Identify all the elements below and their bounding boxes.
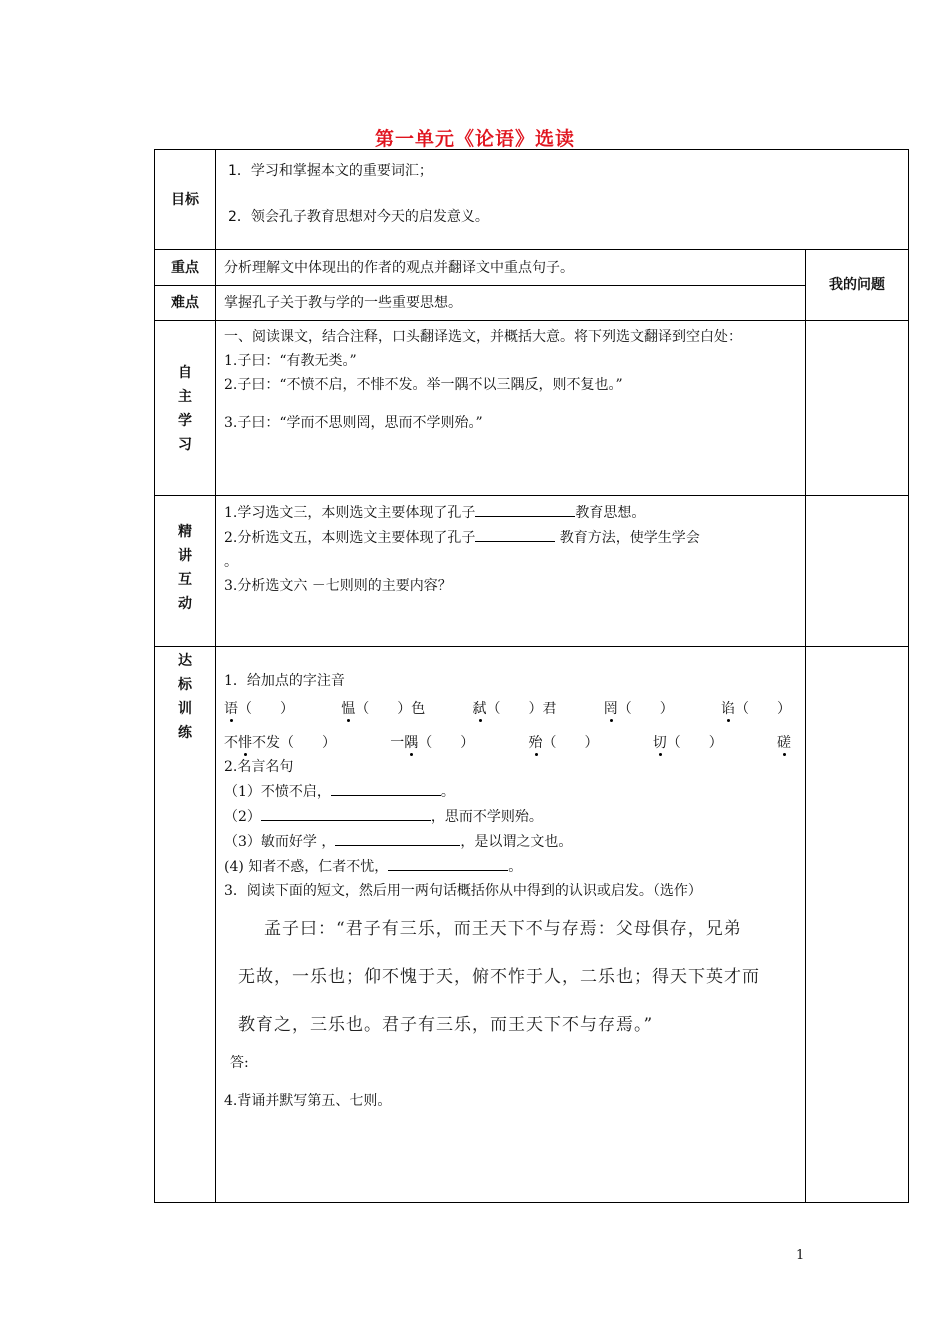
question-cell-2 — [806, 496, 909, 647]
question-cell-1 — [806, 321, 909, 496]
passage-line-2: 无故，一乐也；仰不愧于天，俯不怍于人，二乐也；得天下英才而 — [238, 967, 760, 987]
difficulty-label: 难点 — [155, 286, 216, 321]
self-study-item-1: 1.子曰：“有教无类。” — [224, 353, 357, 369]
goal-cell — [216, 150, 909, 250]
intensive-content — [216, 496, 806, 647]
goal-item-2: 2．领会孔子教育思想对今天的启发意义。 — [228, 209, 489, 225]
my-questions-label: 我的问题 — [806, 250, 909, 321]
self-study-label: 自 主 学 习 — [155, 321, 216, 496]
practice-content — [216, 647, 806, 1203]
pinyin-row-1: 语（ ） 愠（ ）色 弑（ ）君 罔（ ） 谄（ ） — [224, 701, 791, 717]
intensive-q2: 2.分析选文五，本则选文主要体现了孔子 教育方法，使学生学会 — [224, 525, 797, 550]
goal-label: 目标 — [155, 150, 216, 250]
blank[interactable] — [475, 525, 555, 542]
self-study-item-2: 2.子曰：“不愤不启，不悱不发。举一隅不以三隅反，则不复也。” — [224, 377, 623, 393]
study-table — [154, 149, 909, 1203]
self-study-item-3: 3.子曰：“学而不思则罔，思而不学则殆。” — [224, 415, 483, 431]
intensive-label: 精 讲 互 动 — [155, 496, 216, 647]
blank[interactable] — [335, 829, 460, 846]
key-label: 重点 — [155, 250, 216, 286]
blank[interactable] — [331, 779, 441, 796]
intensive-q2-tail: 。 — [224, 554, 238, 570]
quote-3: （3）敏而好学 ， ，是以谓之文也。 — [224, 829, 797, 854]
quote-2: （2） ，思而不学则殆。 — [224, 804, 797, 829]
passage-line-1: 孟子曰：“君子有三乐，而王天下不与存焉：父母俱存，兄弟 — [264, 919, 742, 939]
answer-label: 答: — [230, 1055, 249, 1071]
blank[interactable] — [475, 500, 575, 517]
blank[interactable] — [388, 854, 508, 871]
practice-p1-title: 1．给加点的字注音 — [224, 673, 345, 689]
practice-p2-title: 2.名言名句 — [224, 759, 294, 775]
goal-item-1: 1．学习和掌握本文的重要词汇； — [228, 163, 433, 179]
quote-4: (4) 知者不惑，仁者不忧， 。 — [224, 854, 797, 879]
page-title: 第一单元《论语》选读 — [374, 128, 575, 150]
practice-p4: 4.背诵并默写第五、七则。 — [224, 1093, 392, 1109]
passage — [224, 905, 797, 1049]
practice-p3-title: 3．阅读下面的短文，然后用一两句话概括你从中得到的认识或启发。（选作） — [224, 883, 702, 899]
self-study-intro: 一、阅读课文，结合注释，口头翻译选文，并概括大意。将下列选文翻译到空白处： — [224, 329, 742, 345]
difficulty-point: 掌握孔子关于教与学的一些重要思想。 — [216, 286, 806, 321]
quote-1: （1）不愤不启， 。 — [224, 779, 797, 804]
blank[interactable] — [261, 804, 431, 821]
page-number: 1 — [796, 1248, 805, 1263]
passage-line-3: 教育之，三乐也。君子有三乐，而王天下不与存焉。” — [238, 1015, 654, 1035]
intensive-q1: 1.学习选文三，本则选文主要体现了孔子 教育思想。 — [224, 500, 797, 525]
question-cell-3 — [806, 647, 909, 1203]
pinyin-row-2: 不悱不发（ ） 一隅（ ） 殆（ ） 切（ ） 磋 — [224, 735, 791, 751]
self-study-content — [216, 321, 806, 496]
intensive-q3: 3.分析选文六 －七则则的主要内容？ — [224, 578, 452, 594]
practice-label: 达 标 训 练 — [155, 647, 216, 1203]
key-point: 分析理解文中体现出的作者的观点并翻译文中重点句子。 — [216, 250, 806, 286]
